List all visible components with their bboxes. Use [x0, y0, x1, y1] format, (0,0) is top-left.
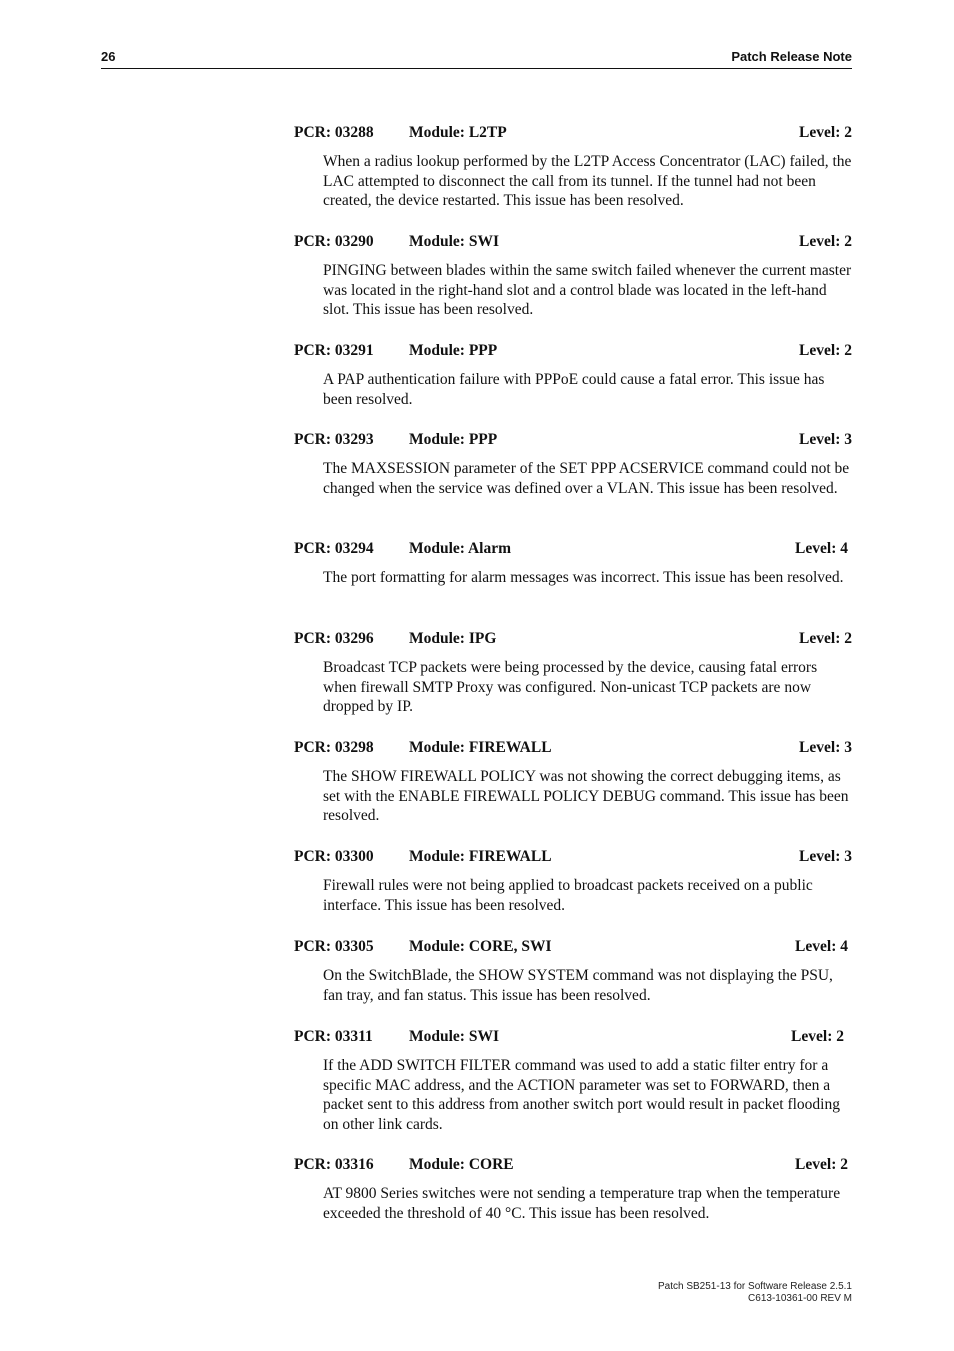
pcr-heading	[294, 124, 852, 144]
pcr-number: PCR: 03291	[294, 342, 374, 359]
pcr-module: Module: Alarm	[409, 540, 512, 557]
pcr-description: The port formatting for alarm messages was incorrect. This issue has been resolved.	[323, 569, 844, 586]
pcr-description: When a radius lookup performed by the L2TP Access Concentrator (LAC) failed, the LAC attempted to disconnect the call from its tunnel. If the tunnel had not been created, the device restarted. This issue has been resolved.	[323, 153, 852, 210]
pcr-heading	[294, 630, 852, 650]
pcr-level: Level: 2	[799, 233, 852, 250]
pcr-number: PCR: 03294	[294, 540, 374, 557]
pcr-level: Level: 3	[799, 848, 852, 865]
pcr-heading	[294, 1028, 844, 1048]
pcr-entry	[294, 938, 848, 1005]
pcr-heading	[294, 1156, 848, 1176]
pcr-number: PCR: 03311	[294, 1028, 373, 1045]
pcr-number: PCR: 03316	[294, 1156, 374, 1173]
pcr-number: PCR: 03300	[294, 848, 374, 865]
pcr-heading	[294, 342, 852, 362]
footer-doc-id: C613-10361-00 REV M	[748, 1293, 852, 1304]
pcr-entry	[294, 848, 852, 915]
pcr-level: Level: 3	[799, 431, 852, 448]
pcr-module: Module: FIREWALL	[409, 848, 552, 865]
pcr-heading	[294, 848, 852, 868]
pcr-heading	[294, 431, 852, 451]
pcr-module: Module: L2TP	[409, 124, 507, 141]
pcr-heading	[294, 938, 848, 958]
pcr-number: PCR: 03293	[294, 431, 374, 448]
pcr-description: The SHOW FIREWALL POLICY was not showing the correct debugging items, as set with the ENABLE FIREWALL POLICY DEBUG command. This issue has been resolved.	[323, 768, 849, 825]
pcr-module: Module: IPG	[409, 630, 497, 647]
document-title: Patch Release Note	[731, 49, 852, 64]
pcr-entry	[294, 124, 852, 211]
pcr-entry	[294, 342, 852, 409]
pcr-entry	[294, 739, 852, 826]
pcr-entry	[294, 540, 848, 588]
pcr-module: Module: CORE, SWI	[409, 938, 552, 955]
page-number: 26	[101, 49, 116, 64]
pcr-level: Level: 2	[795, 1156, 848, 1173]
pcr-entry	[294, 1156, 848, 1223]
pcr-level: Level: 4	[795, 540, 848, 557]
pcr-module: Module: FIREWALL	[409, 739, 552, 756]
pcr-level: Level: 3	[799, 739, 852, 756]
pcr-description: AT 9800 Series switches were not sending a temperature trap when the temperature exceeded the threshold of 40 °C. This issue has been resolved.	[323, 1185, 841, 1222]
footer-patch-line: Patch SB251-13 for Software Release 2.5.1	[657, 1281, 852, 1292]
pcr-number: PCR: 03296	[294, 630, 374, 647]
pcr-module: Module: SWI	[409, 1028, 499, 1045]
pcr-description: The MAXSESSION parameter of the SET PPP ACSERVICE command could not be changed when the service was defined over a VLAN. This issue has been resolved.	[323, 460, 850, 497]
pcr-entry	[294, 233, 852, 320]
page-footer	[658, 1281, 852, 1305]
pcr-number: PCR: 03290	[294, 233, 374, 250]
pcr-level: Level: 4	[795, 938, 848, 955]
pcr-level: Level: 2	[799, 124, 852, 141]
pcr-number: PCR: 03288	[294, 124, 374, 141]
pcr-level: Level: 2	[799, 342, 852, 359]
pcr-level: Level: 2	[799, 630, 852, 647]
pcr-heading	[294, 233, 852, 253]
pcr-module: Module: CORE	[409, 1156, 514, 1173]
pcr-description: Broadcast TCP packets were being processed by the device, causing fatal errors when firewall SMTP Proxy was configured. Non-unicast TCP packets are now dropped by IP.	[323, 659, 818, 716]
pcr-entry	[294, 630, 852, 717]
pcr-heading	[294, 739, 852, 759]
pcr-description: PINGING between blades within the same switch failed whenever the current master was located in the right-hand slot and a control blade was located in the left-hand slot. This issue has been resolved.	[323, 262, 852, 319]
pcr-number: PCR: 03305	[294, 938, 374, 955]
pcr-entry	[294, 431, 852, 498]
pcr-description: A PAP authentication failure with PPPoE could cause a fatal error. This issue has been resolved.	[323, 371, 825, 408]
pcr-entry	[294, 1028, 844, 1134]
pcr-module: Module: PPP	[409, 342, 498, 359]
pcr-number: PCR: 03298	[294, 739, 374, 756]
pcr-module: Module: SWI	[409, 233, 499, 250]
pcr-heading	[294, 540, 848, 560]
pcr-module: Module: PPP	[409, 431, 498, 448]
page-header	[101, 47, 852, 69]
pcr-description: If the ADD SWITCH FILTER command was used to add a static filter entry for a specific MAC address, and the ACTION parameter was set to FORWARD, then a packet sent to this address from another switch port would result in packet flooding on other link cards.	[323, 1057, 840, 1133]
pcr-description: On the SwitchBlade, the SHOW SYSTEM command was not displaying the PSU, fan tray, and fan status. This issue has been resolved.	[323, 967, 833, 1004]
pcr-level: Level: 2	[791, 1028, 844, 1045]
pcr-description: Firewall rules were not being applied to broadcast packets received on a public interface. This issue has been resolved.	[323, 877, 813, 914]
